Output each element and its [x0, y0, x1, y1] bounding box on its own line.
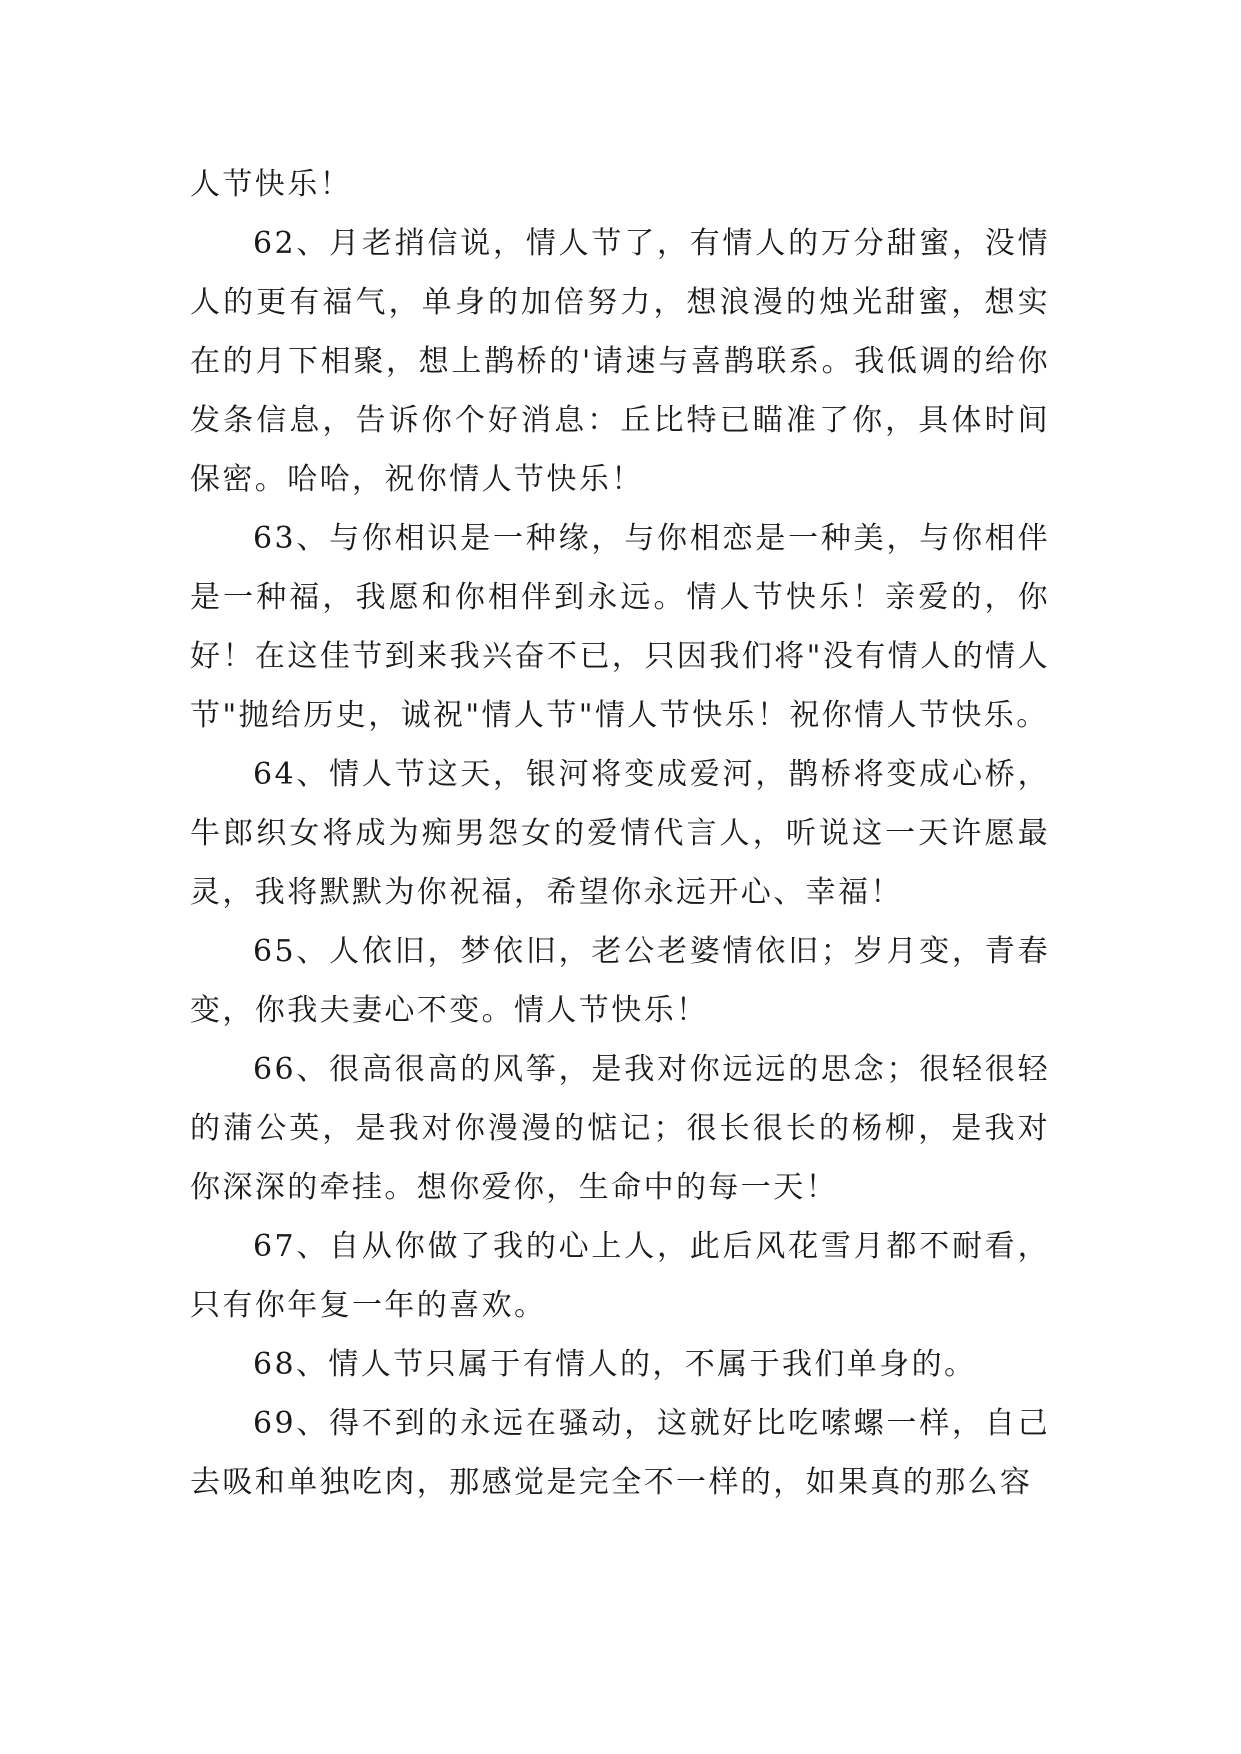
paragraph-62: 62、月老捎信说，情人节了，有情人的万分甜蜜，没情人的更有福气，单身的加倍努力，想浪漫的烛光甜蜜，想实在的月下相聚，想上鹊桥的'请速与喜鹊联系。我低调的给你发条信息，告诉你个好消息：丘比特已瞄准了你，具体时间保密。哈哈，祝你情人节快乐！: [190, 226, 1050, 497]
paragraph-continuation: 人节快乐！: [190, 167, 352, 202]
paragraph-63: 63、与你相识是一种缘，与你相恋是一种美，与你相伴是一种福，我愿和你相伴到永远。情人节快乐！亲爱的，你好！在这佳节到来我兴奋不已，只因我们将"没有情人的情人节"抛给历史，诚祝"情人节"情人节快乐！祝你情人节快乐。: [190, 521, 1050, 733]
paragraph-65: 65、人依旧，梦依旧，老公老婆情依旧；岁月变，青春变，你我夫妻心不变。情人节快乐！: [190, 934, 1050, 1028]
paragraph-69: 69、得不到的永远在骚动，这就好比吃嗦螺一样，自己去吸和单独吃肉，那感觉是完全不一样的，如果真的那么容: [190, 1406, 1050, 1500]
paragraph-64: 64、情人节这天，银河将变成爱河，鹊桥将变成心桥，牛郎织女将成为痴男怨女的爱情代言人，听说这一天许愿最灵，我将默默为你祝福，希望你永远开心、幸福！: [190, 757, 1050, 910]
paragraph-68: 68、情人节只属于有情人的，不属于我们单身的。: [253, 1347, 977, 1382]
paragraph-67: 67、自从你做了我的心上人，此后风花雪月都不耐看，只有你年复一年的喜欢。: [190, 1229, 1050, 1323]
paragraph-66: 66、很高很高的风筝，是我对你远远的思念；很轻很轻的蒲公英，是我对你漫漫的惦记；很长很长的杨柳，是我对你深深的牵挂。想你爱你，生命中的每一天！: [190, 1052, 1050, 1205]
document-body: [190, 155, 1050, 1512]
